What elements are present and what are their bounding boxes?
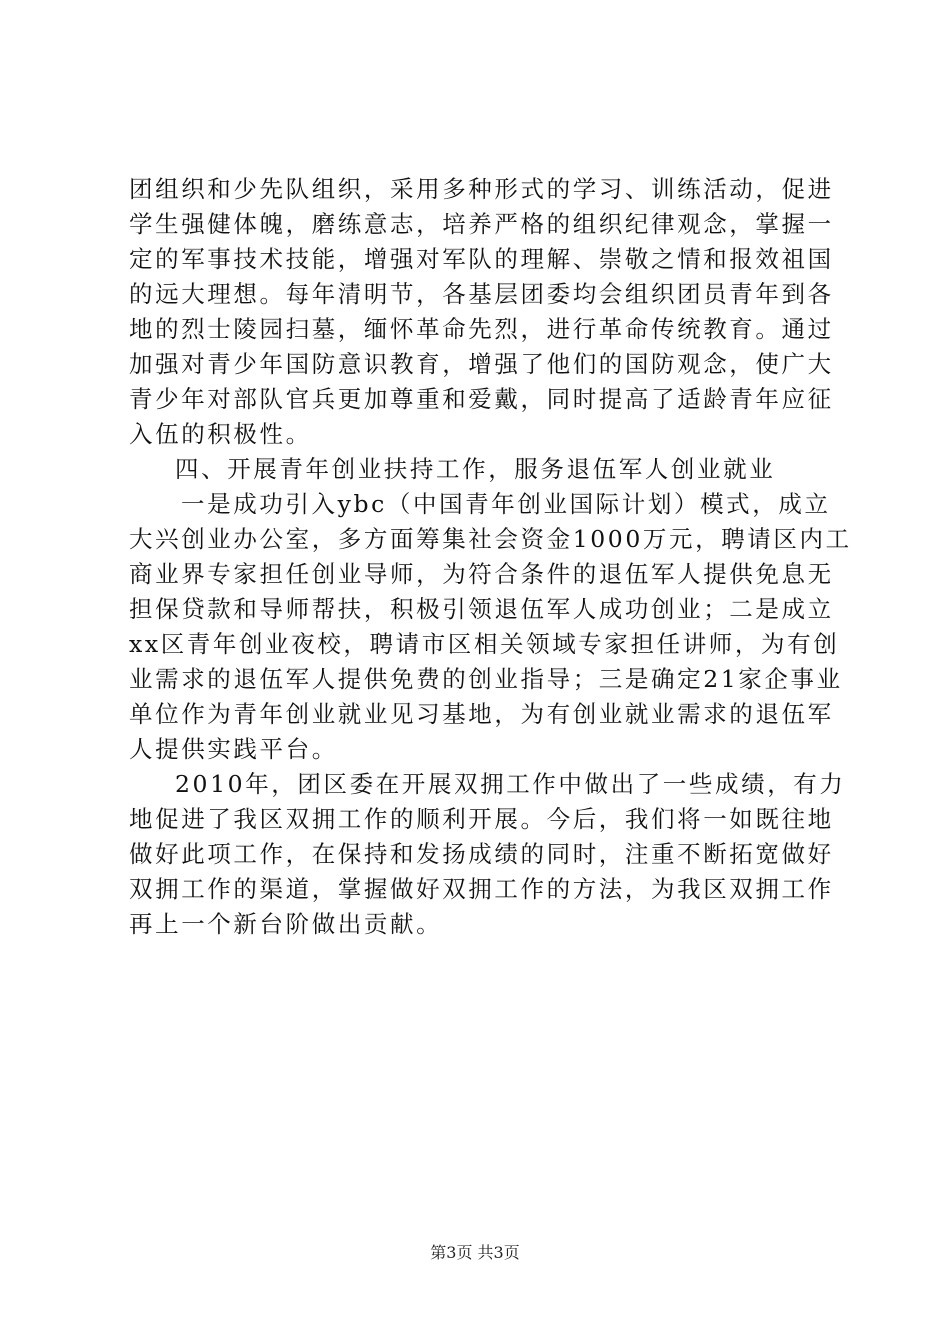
- text-line: 担保贷款和导师帮扶，积极引领退伍军人成功创业；二是成立: [129, 595, 834, 623]
- text-line: xx区青年创业夜校，聘请市区相关领域专家担任讲师，为有创: [129, 630, 840, 658]
- text-line: 地的烈士陵园扫墓，缅怀革命先烈，进行革命传统教育。通过: [129, 315, 834, 343]
- text-line: 入伍的积极性。: [129, 420, 312, 448]
- text-line: 学生强健体魄，磨练意志，培养严格的组织纪律观念，掌握一: [129, 210, 834, 238]
- text-line: 大兴创业办公室，多方面筹集社会资金1000万元，聘请区内工: [129, 525, 852, 553]
- section-heading: 四、开展青年创业扶持工作，服务退伍军人创业就业: [175, 455, 776, 483]
- document-body: [129, 172, 852, 942]
- text-line: 团组织和少先队组织，采用多种形式的学习、训练活动，促进: [129, 175, 834, 203]
- text-line: 的远大理想。每年清明节，各基层团委均会组织团员青年到各: [129, 280, 834, 308]
- text-line: 2010年，团区委在开展双拥工作中做出了一些成绩，有力: [175, 770, 846, 798]
- text-line: 双拥工作的渠道，掌握做好双拥工作的方法，为我区双拥工作: [129, 875, 834, 903]
- text-line: 单位作为青年创业就业见习基地，为有创业就业需求的退伍军: [129, 700, 834, 728]
- text-line: 定的军事技术技能，增强对军队的理解、崇敬之情和报效祖国: [129, 245, 834, 273]
- text-line: 人提供实践平台。: [129, 735, 338, 763]
- text-line: 加强对青少年国防意识教育，增强了他们的国防观念，使广大: [129, 350, 834, 378]
- text-line: 地促进了我区双拥工作的顺利开展。今后，我们将一如既往地: [129, 805, 834, 833]
- text-line: 再上一个新台阶做出贡献。: [129, 910, 443, 938]
- text-line: 业需求的退伍军人提供免费的创业指导；三是确定21家企事业: [129, 665, 843, 693]
- text-line: 做好此项工作，在保持和发扬成绩的同时，注重不断拓宽做好: [129, 840, 834, 868]
- page-footer: 第3页 共3页: [430, 1243, 520, 1262]
- text-line: 商业界专家担任创业导师，为符合条件的退伍军人提供免息无: [129, 560, 834, 588]
- text-line: 一是成功引入ybc（中国青年创业国际计划）模式，成立: [181, 490, 831, 518]
- text-line: 青少年对部队官兵更加尊重和爱戴，同时提高了适龄青年应征: [129, 385, 834, 413]
